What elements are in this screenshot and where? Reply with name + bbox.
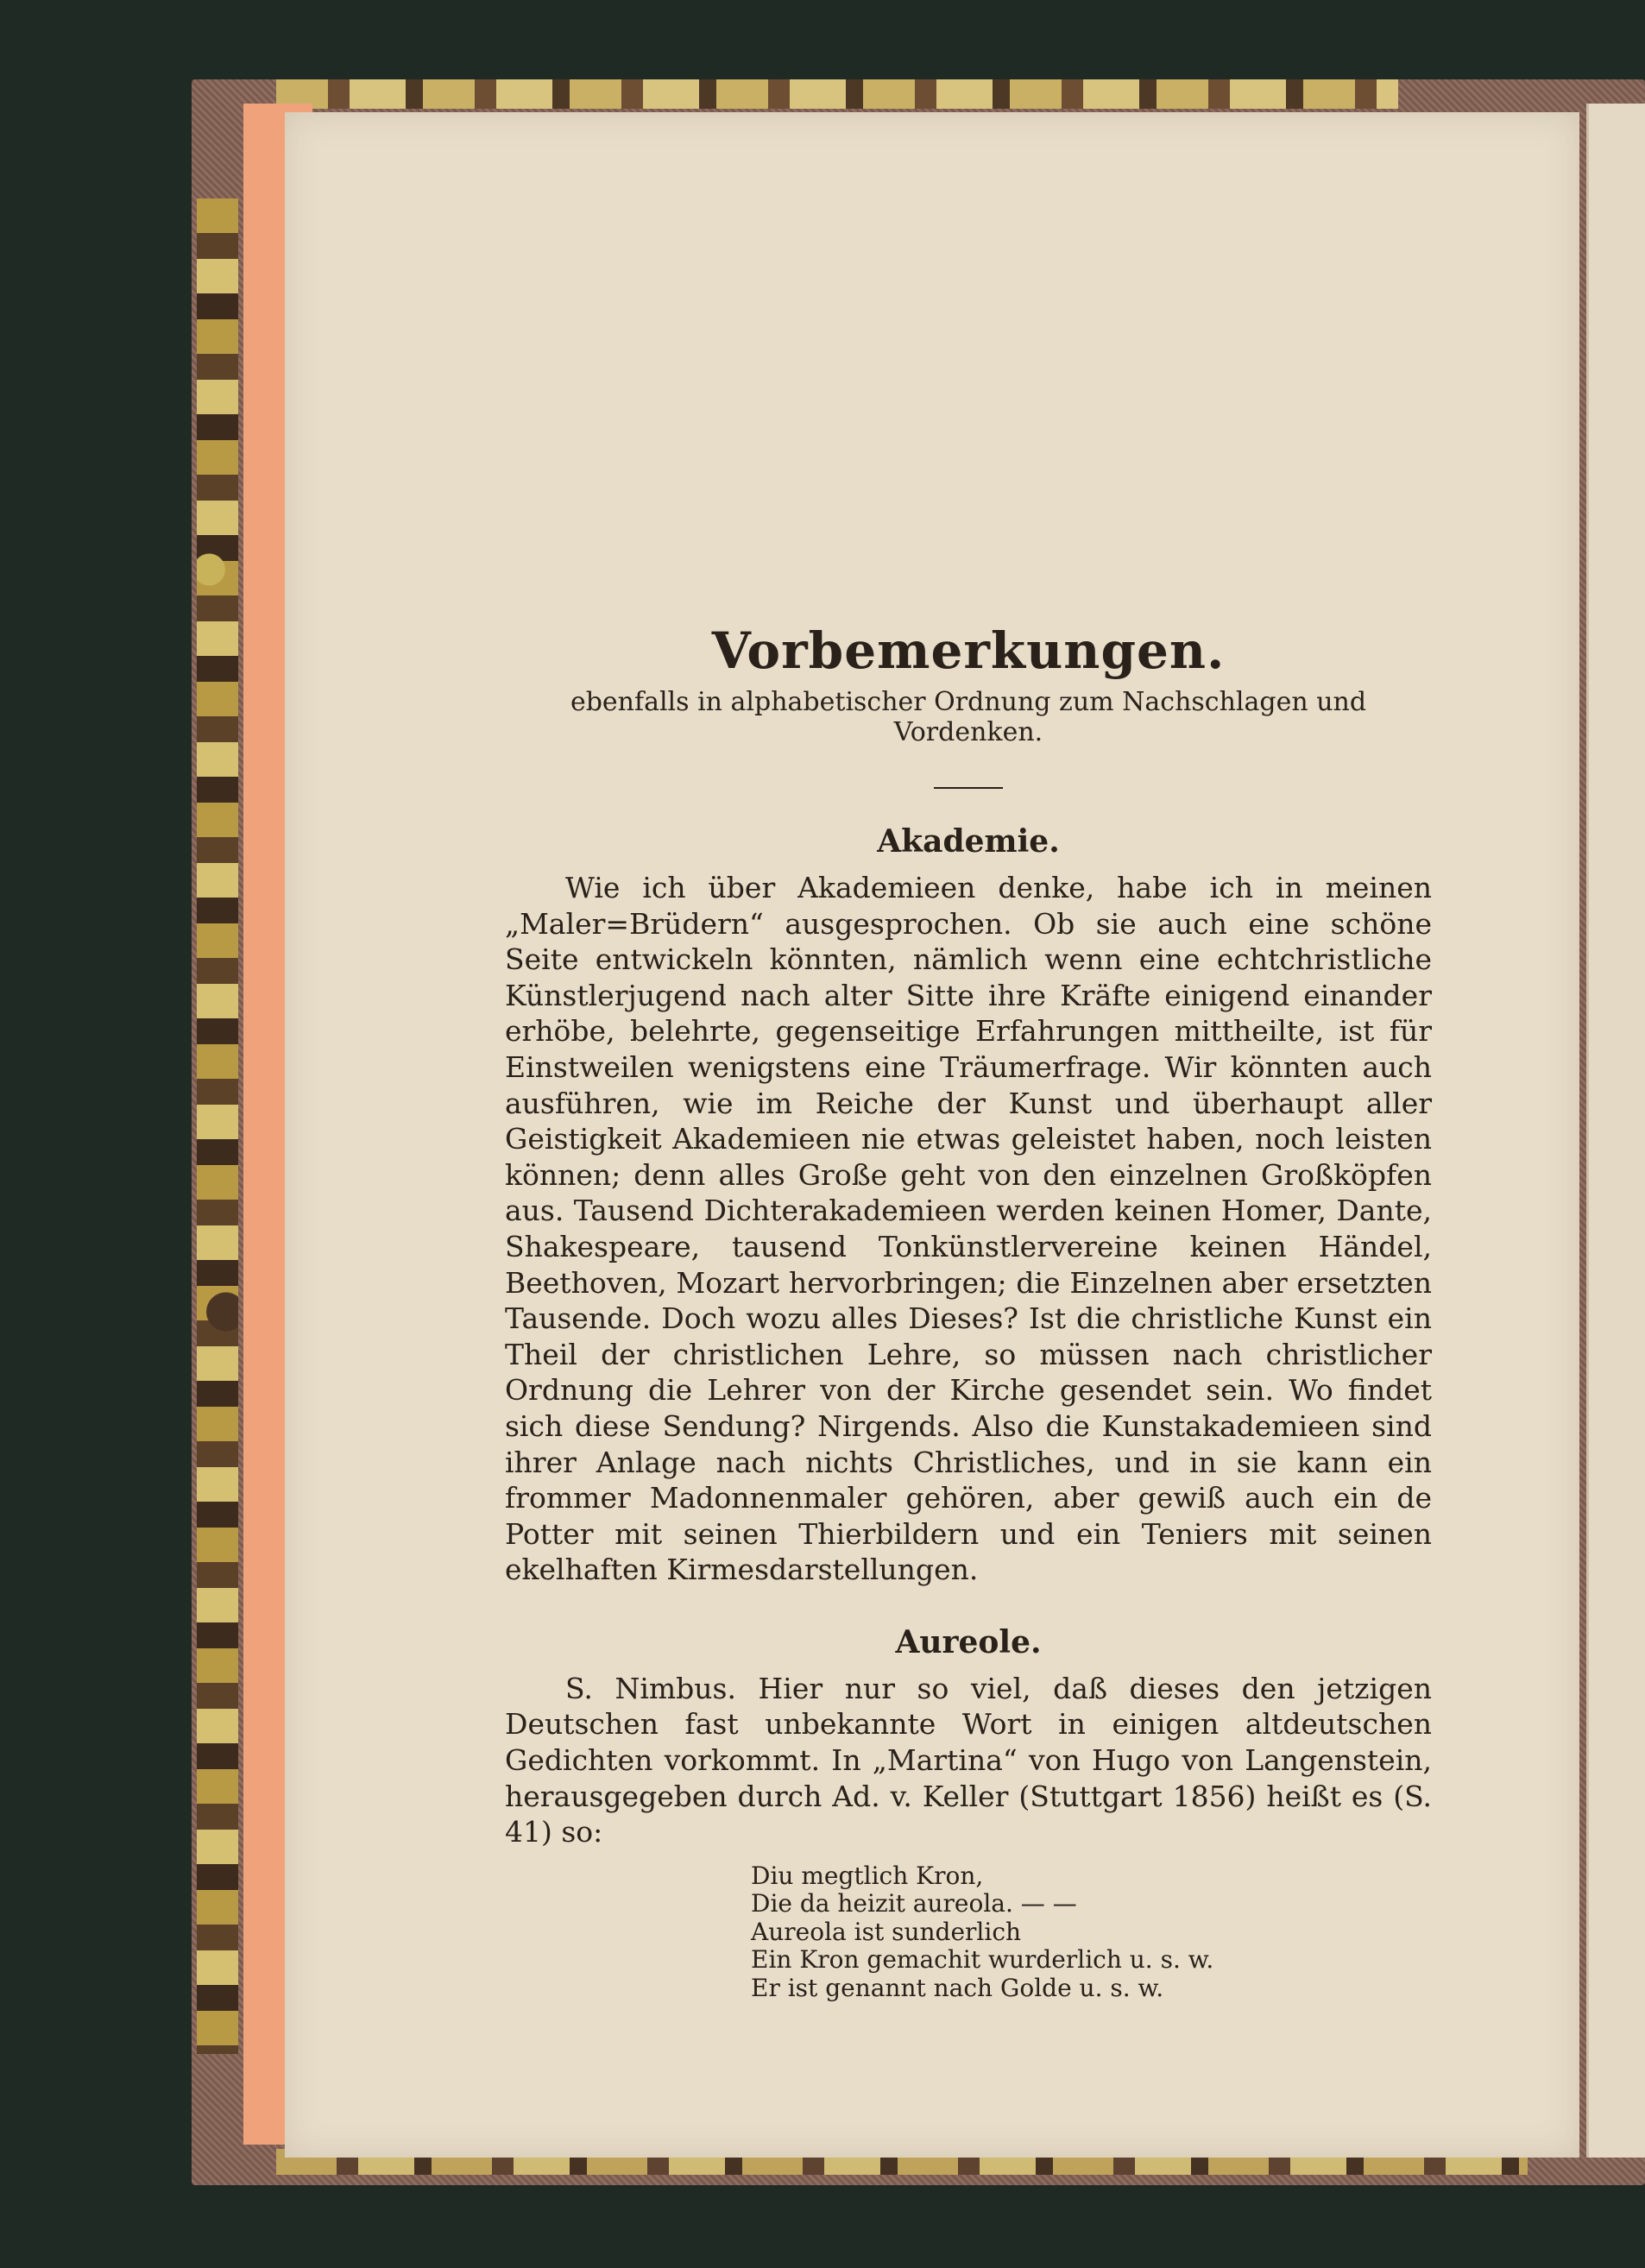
verse-line: Aureola ist sunderlich	[751, 1917, 1022, 1946]
marbled-edge-left	[197, 198, 238, 2054]
section-paragraph-aureole: S. Nimbus. Hier nur so viel, daß dieses den jetzigen Deutschen fast unbekannte Wort in einigen altdeutschen Gedichten vorkommt. In „Martina“ von Hugo von Langenstein, herausgegeben durch Ad. v. Keller (Stuttgart 1856) heißt es (S. 41) so:	[505, 1671, 1432, 1849]
verse-line: Er ist genannt nach Golde u. s. w.	[751, 1973, 1164, 2002]
verse-line: Diu megtlich Kron,	[751, 1861, 984, 1890]
marbled-edge-top	[276, 79, 1398, 109]
page-subtitle: ebenfalls in alphabetischer Ordnung zum Nachschlagen und Vordenken.	[570, 687, 1367, 747]
divider-rule	[934, 787, 1003, 789]
verse-line: Ein Kron gemachit wurderlich u. s. w.	[751, 1945, 1214, 1975]
section-paragraph-akademie: Wie ich über Akademieen denke, habe ich in meinen „Maler=Brüdern“ ausgesprochen. Ob sie auch eine schöne Seite entwickeln könnten, nämlich wenn eine echtchristliche Künstlerjugend nach alter Sitte ihre Kräfte einigend einander erhöbe, belehrte, gegenseitige Erfahrungen mittheilte, ist für Einstweilen wenigstens eine Träumerfrage. Wir könnten auch ausführen, wie im Reiche der Kunst und überhaupt aller Geistigkeit Akademieen nie etwas geleistet haben, noch leisten können; denn alles Große geht von den einzelnen Großköpfen aus. Tausend Dichterakademieen werden keinen Homer, Dante, Shakespeare, tausend Tonkünstlervereine keinen Händel, Beethoven, Mozart hervorbringen; die Einzelnen aber ersetzten Tausende. Doch wozu alles Dieses? Ist die christliche Kunst ein Theil der christlichen Lehre, so müssen nach christlicher Ordnung die Lehrer von der Kirche gesendet sein. Wo findet sich diese Sendung? Nirgends. Also die Kunstakademieen sind ihrer Anlage nach nichts Christliches, und in sie kann ein frommer Madonnenmaler gehören, aber gewiß auch ein de Potter mit seinen Thierbildern und ein Teniers mit seinen ekelhaften Kirmesdarstellungen.	[505, 871, 1432, 1587]
verse-quote	[751, 1862, 1432, 2003]
page-title: Vorbemerkungen.	[711, 621, 1226, 680]
facing-page-edge	[1586, 104, 1645, 2158]
section-heading-akademie: Akademie.	[877, 823, 1060, 860]
page-content	[505, 621, 1432, 2002]
section-heading-aureole: Aureole.	[895, 1623, 1042, 1660]
verse-line: Die da heizit aureola. — —	[751, 1889, 1077, 1918]
